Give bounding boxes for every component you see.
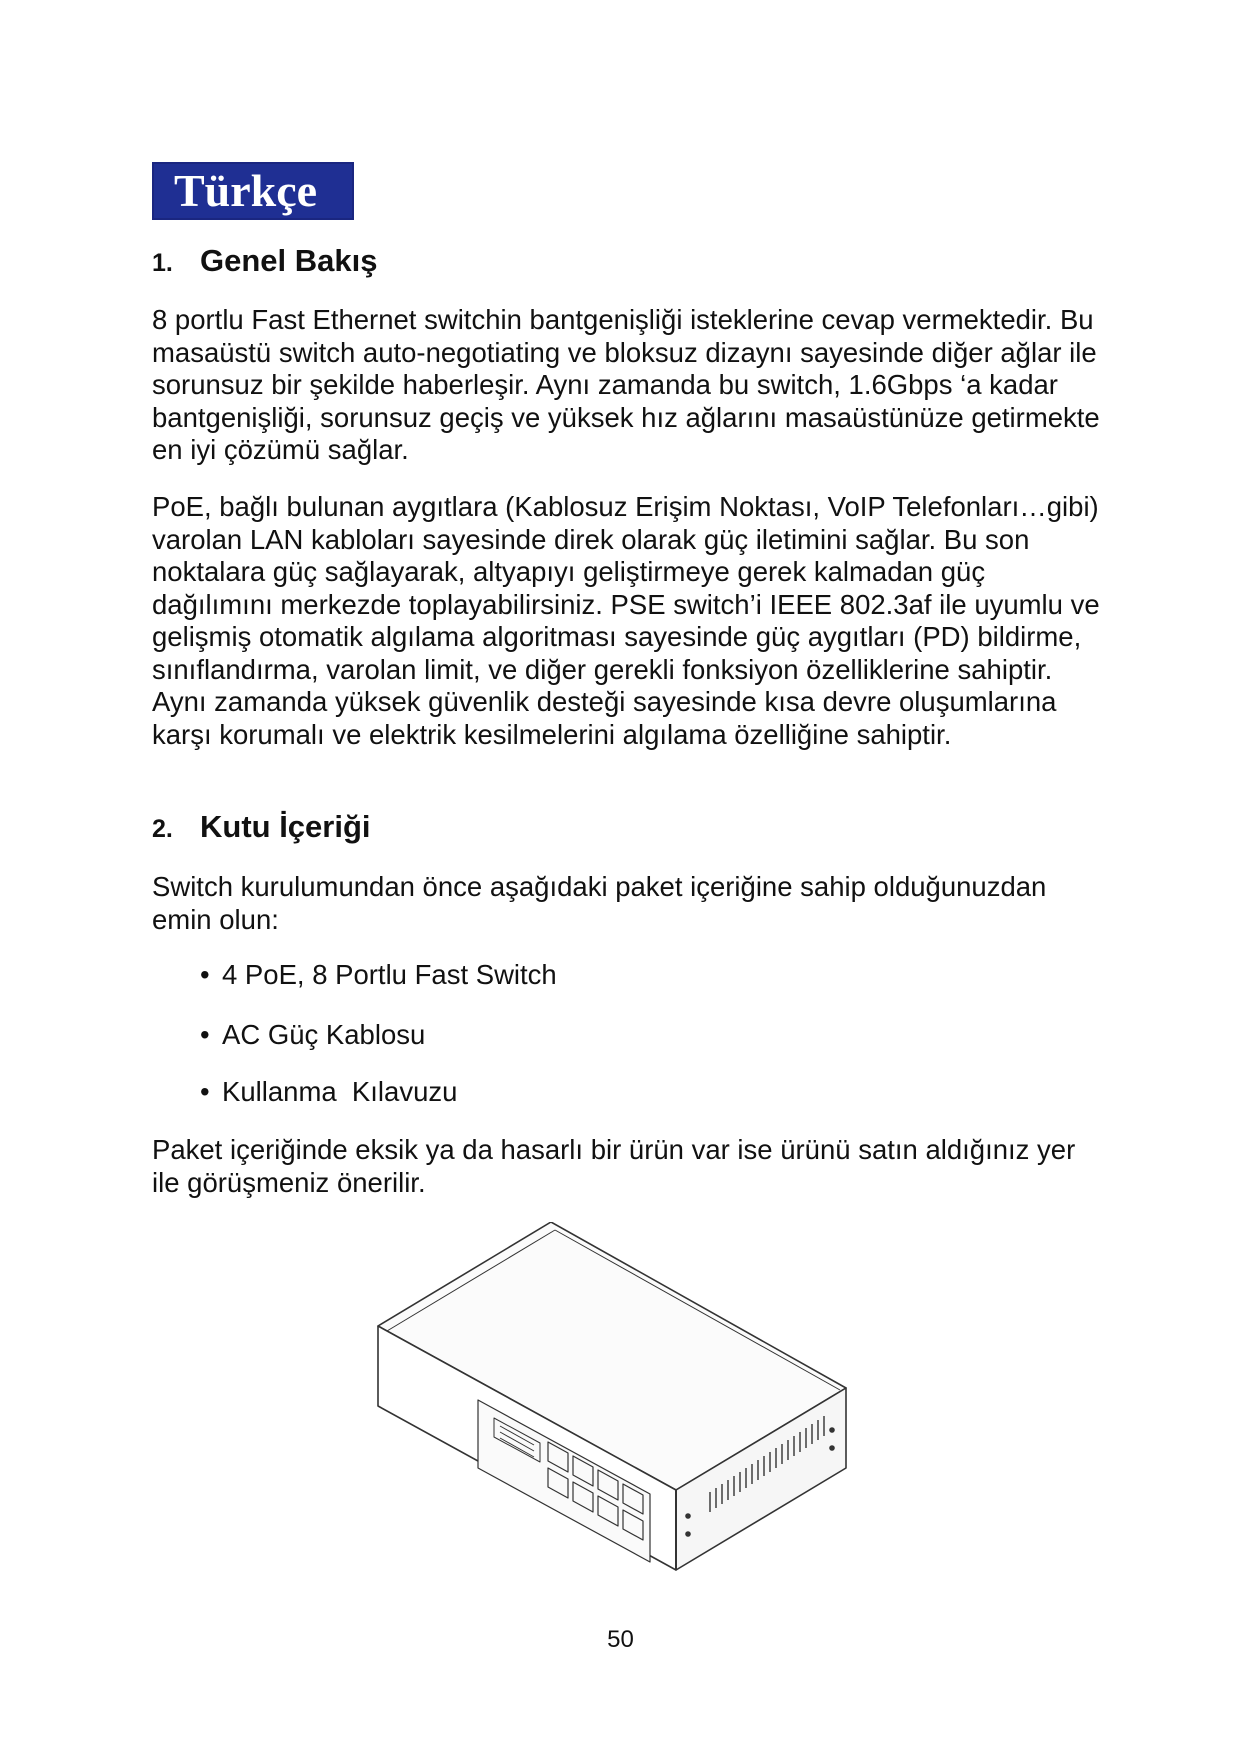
list-item-text: AC Güç Kablosu — [222, 1019, 426, 1050]
bullet-icon: • — [200, 1019, 210, 1050]
section-title: Kutu İçeriği — [200, 809, 371, 844]
switch-device-illustration — [370, 1222, 860, 1582]
section-number: 1. — [152, 249, 173, 277]
page-number: 50 — [607, 1626, 634, 1653]
list-item-text: 4 PoE, 8 Portlu Fast Switch — [222, 959, 557, 990]
bullet-icon: • — [200, 959, 210, 990]
section-heading-overview — [152, 243, 377, 279]
overview-paragraph-1: 8 portlu Fast Ethernet switchin bantgenişliği isteklerine cevap vermektedir. Bu masaüstü switch auto-negotiating ve bloksuz dizaynı sayesinde diğer ağlar ile sorunsuz bir şekilde haberleşir. Aynı zamanda bu switch, 1.6Gbps ‘a kadar bantgenişliği, sorunsuz geçiş ve yüksek hız ağlarını masaüstünüze getirmekte en iyi çözümü sağlar. — [152, 304, 1100, 465]
bullet-icon: • — [200, 1076, 210, 1107]
section-heading-box-contents — [152, 809, 371, 845]
list-item — [200, 1076, 457, 1108]
list-item — [200, 959, 557, 991]
overview-paragraph-2: PoE, bağlı bulunan aygıtlara (Kablosuz Erişim Noktası, VoIP Telefonları…gibi) varolan LAN kabloları sayesinde direk olarak güç iletimini sağlar. Bu son noktalara güç sağlayarak, altyapıyı geliştirmeye gerek kalmadan güç dağılımını merkezde toplayabilirsiniz. PSE switch’i IEEE 802.3af ile uyumlu ve gelişmiş otomatik algılama algoritması sayesinde güç aygıtları (PD) bildirme, sınıflandırma, varolan limit, ve diğer gerekli fonksiyon özelliklerine sahiptir. Aynı zamanda yüksek güvenlik desteği sayesinde kısa devre oluşumlarına karşı korumalı ve elektrik kesilmelerini algılama özelliğine sahiptir. — [152, 491, 1100, 750]
box-contents-intro: Switch kurulumundan önce aşağıdaki paket içeriğine sahip olduğunuzdan emin olun: — [152, 871, 1047, 935]
list-item-text: Kullanma Kılavuzu — [222, 1076, 458, 1107]
language-badge-label: Türkçe — [174, 165, 318, 216]
list-item — [200, 1019, 425, 1051]
section-title: Genel Bakış — [200, 243, 378, 278]
section-number: 2. — [152, 815, 173, 843]
box-contents-outro: Paket içeriğinde eksik ya da hasarlı bir ürün var ise ürünü satın aldığınız yer ile görüşmeniz önerilir. — [152, 1134, 1076, 1198]
language-badge — [152, 162, 354, 220]
